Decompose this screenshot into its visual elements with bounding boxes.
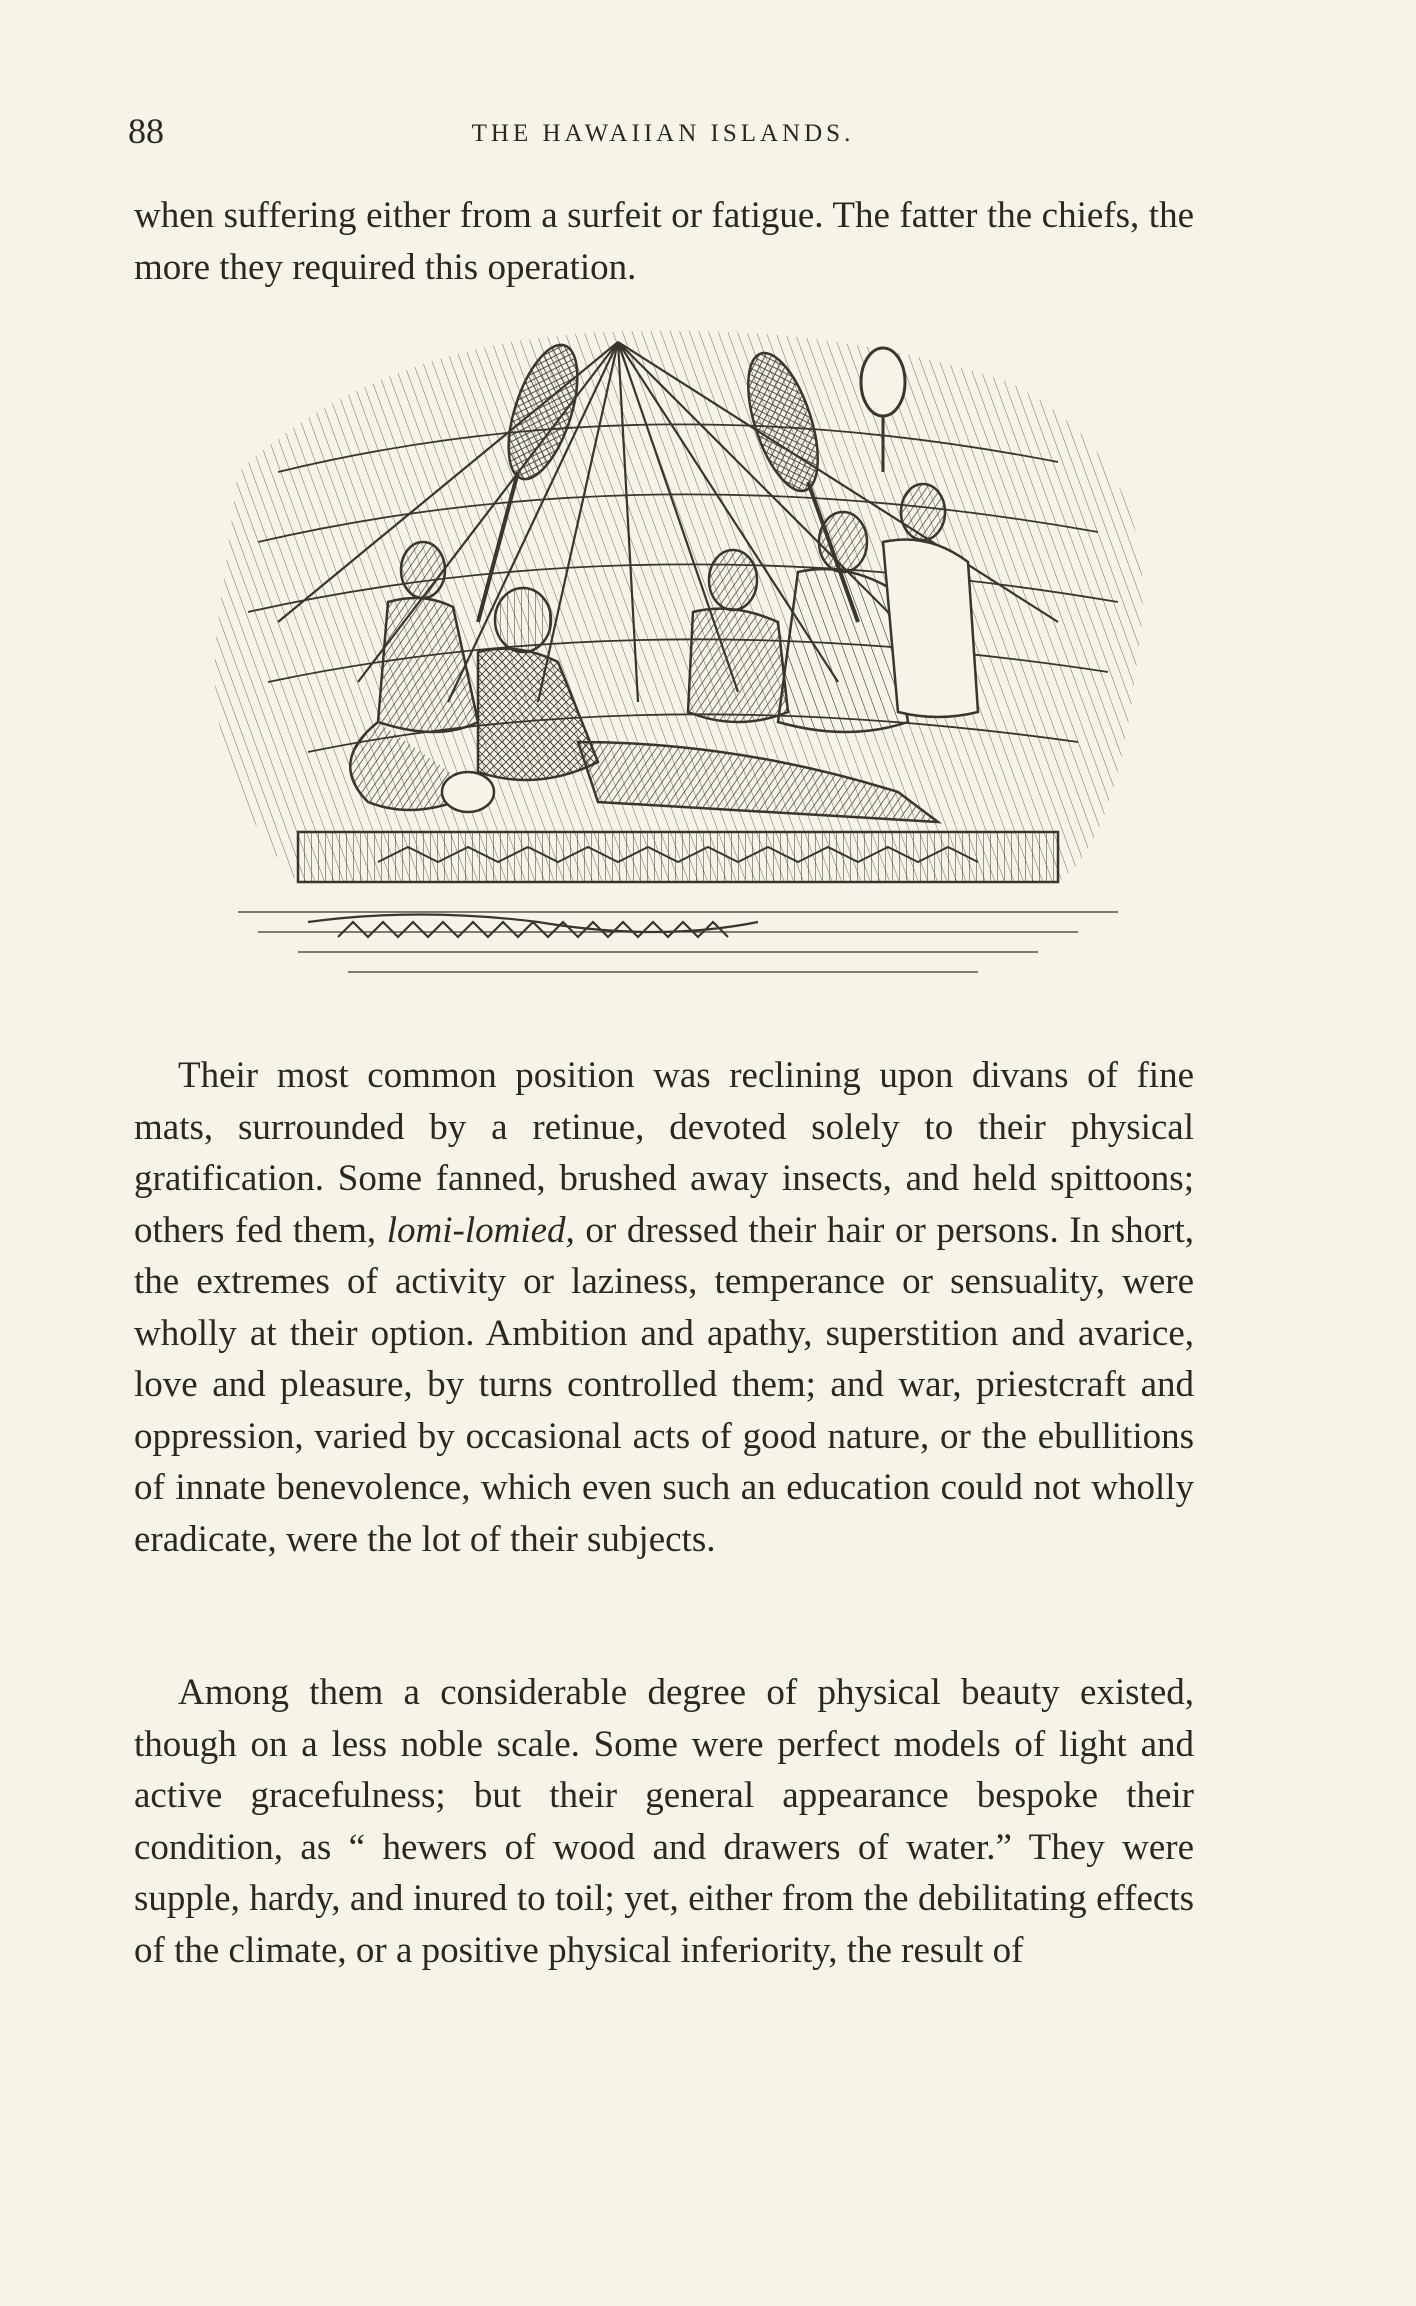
engraving-illustration bbox=[178, 322, 1178, 1002]
paragraph-2-text-a: Their most common position was reclining upon divans of fine mats, surrounded by a retinue, devoted solely to their physical gratification. Some fanned, brushed away insects, and held spittoons; others fed them, bbox=[134, 1055, 1194, 1251]
paragraph-2-text-b: or dressed their hair or persons. In short, the extremes of activity or laziness, temperance or sensuality, were wholly at their option. Ambition and apathy, superstition and avarice, love and pleasure, by turns controlled them; and war, priestcraft and oppression, varied by occasional acts of good nature, or the ebullitions of innate benevolence, which even such an education could not wholly eradicate, were the lot of their subjects. bbox=[134, 1209, 1195, 1560]
running-title: THE HAWAIIAN ISLANDS. bbox=[471, 120, 855, 147]
page-number: 88 bbox=[128, 111, 164, 151]
paragraph-3-block bbox=[134, 1667, 1194, 1976]
italic-term: lomi-lomied, bbox=[386, 1209, 575, 1251]
paragraph-continuation bbox=[134, 190, 1194, 293]
page-header bbox=[128, 110, 1198, 160]
paragraph-2 bbox=[134, 1050, 1194, 1565]
paragraph-3: Among them a considerable degree of physical beauty existed, though on a less noble scale. Some were perfect models of light and active gracefulness; but their general appearance bespoke their condition, as “ hewers of wood and drawers of water.” They were supple, hardy, and inured to toil; yet, either from the debilitating effects of the climate, or a positive physical inferiority, the result of bbox=[134, 1672, 1194, 1971]
paragraph-2-block bbox=[134, 1050, 1194, 1565]
paragraph-1: when suffering either from a surfeit or fatigue. The fatter the chiefs, the more they required this operation. bbox=[134, 195, 1194, 288]
